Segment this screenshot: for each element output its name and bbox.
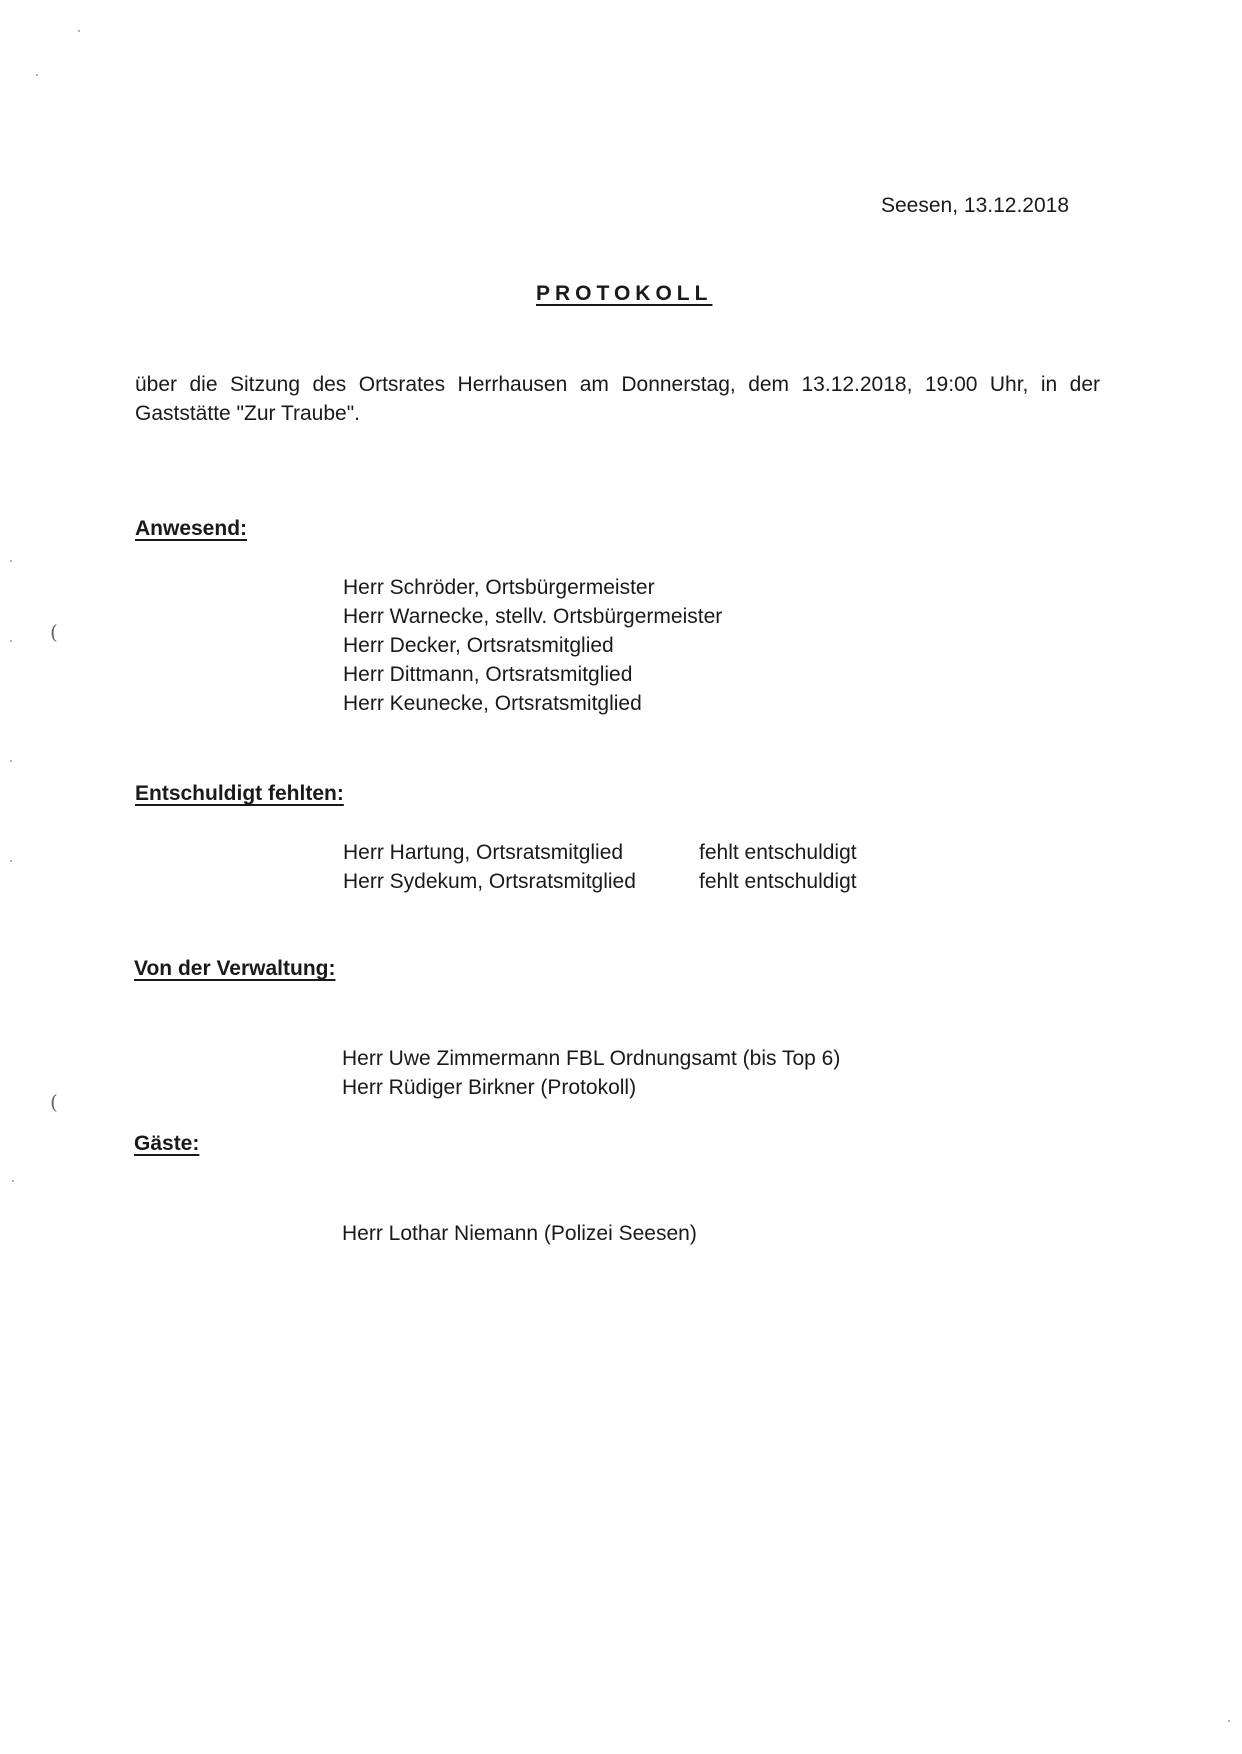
scan-speck (78, 30, 80, 32)
list-item: Herr Uwe Zimmermann FBL Ordnungsamt (bis Top 6) (342, 1047, 841, 1070)
list-item: Herr Dittmann, Ortsratsmitglied (343, 663, 633, 686)
scan-speck (10, 640, 12, 642)
list-item: Herr Warnecke, stellv. Ortsbürgermeister (343, 605, 723, 628)
excused-name: Herr Hartung, Ortsratsmitglied (343, 841, 624, 864)
intro-paragraph: über die Sitzung des Ortsrates Herrhausen am Donnerstag, dem 13.12.2018, 19:00 Uhr, in der Gaststätte "Zur Traube". (135, 373, 1100, 425)
scan-speck (10, 760, 12, 762)
scan-speck (12, 1180, 14, 1182)
administration-heading: Von der Verwaltung: (134, 957, 336, 980)
excused-list (343, 838, 857, 896)
list-item: Herr Lothar Niemann (Polizei Seesen) (342, 1222, 697, 1245)
scan-speck (10, 560, 12, 562)
scan-speck (1228, 1720, 1230, 1722)
scan-artifact-mark: ( (50, 1090, 58, 1114)
excused-name: Herr Sydekum, Ortsratsmitglied (343, 870, 636, 893)
excused-heading: Entschuldigt fehlten: (135, 782, 344, 805)
excused-status: fehlt entschuldigt (699, 841, 857, 864)
list-item: Herr Rüdiger Birkner (Protokoll) (342, 1076, 637, 1099)
guests-heading: Gäste: (134, 1132, 200, 1155)
scan-artifact-mark: ( (50, 620, 58, 644)
list-item: Herr Decker, Ortsratsmitglied (343, 634, 614, 657)
present-list (343, 573, 722, 718)
guests-list (342, 1219, 697, 1248)
list-item: Herr Schröder, Ortsbürgermeister (343, 576, 655, 599)
list-item: Herr Keunecke, Ortsratsmitglied (343, 692, 642, 715)
present-heading: Anwesend: (135, 517, 248, 540)
excused-status: fehlt entschuldigt (699, 870, 857, 893)
scan-speck (36, 74, 38, 76)
scan-speck (10, 860, 12, 862)
place-date: Seesen, 13.12.2018 (881, 194, 1069, 217)
document-title: PROTOKOLL (536, 282, 713, 305)
administration-list (342, 1044, 840, 1102)
